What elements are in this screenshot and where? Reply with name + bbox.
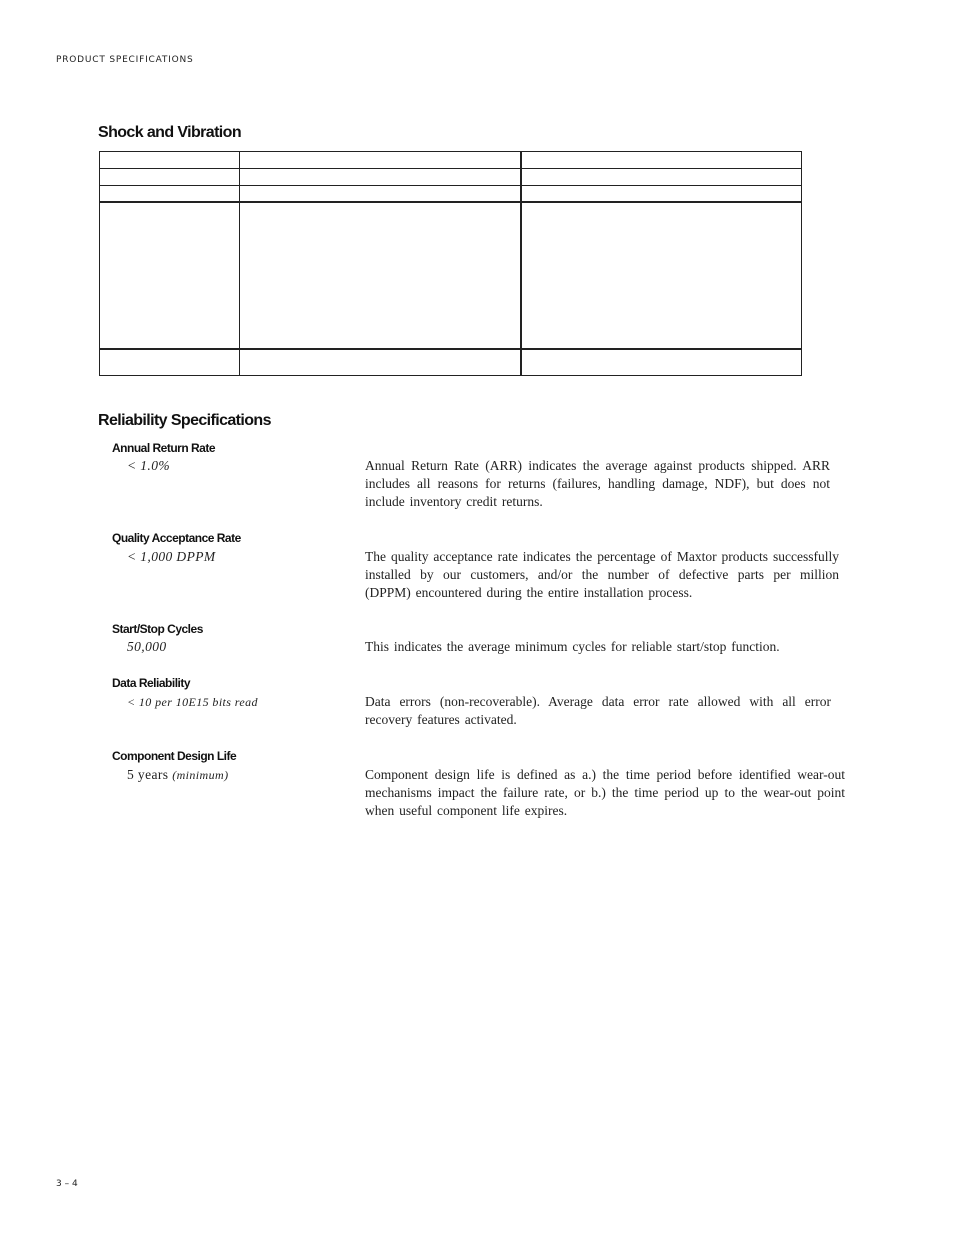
page-number: 3 – 4 (56, 1179, 78, 1189)
table-row (100, 152, 802, 169)
spec-description-start-stop-cycles: This indicates the average minimum cycles for reliable start/stop function. (365, 639, 780, 654)
table-cell (521, 186, 802, 202)
spec-value-quality-acceptance-rate: < 1,000 DPPM (127, 549, 216, 564)
spec-description-quality-acceptance-rate: The quality acceptance rate indicates the percentage of Maxtor products successfully installed by our customers, and/or the number of defective parts per million (DPPM) encountered during the entire installation process. (365, 549, 839, 600)
table-cell (100, 152, 240, 169)
spec-label-data-reliability: Data Reliability (112, 676, 191, 690)
shock-vibration-table (99, 151, 802, 376)
table-row (100, 202, 802, 349)
table-cell (240, 186, 521, 202)
table-row (100, 349, 802, 376)
spec-value-start-stop-cycles: 50,000 (127, 639, 167, 654)
table-cell (521, 202, 802, 349)
spec-value-data-reliability: < 10 per 10E15 bits read (127, 695, 258, 709)
table-cell (521, 152, 802, 169)
table-cell (100, 202, 240, 349)
table-cell (240, 349, 521, 376)
spec-label-annual-return-rate: Annual Return Rate (112, 441, 216, 455)
spec-value-annual-return-rate: < 1.0% (127, 458, 171, 473)
reliability-title: Reliability Specifications (98, 412, 271, 429)
spec-description-component-design-life: Component design life is defined as a.) the time period before identified wear-out mechanisms impact the failure rate, or b.) the time period up to the wear-out point when useful component life expires. (365, 767, 845, 818)
spec-description-data-reliability: Data errors (non-recoverable). Average data error rate allowed with all error recovery features activated. (365, 694, 831, 727)
table-cell (240, 152, 521, 169)
table-cell (100, 186, 240, 202)
spec-label-quality-acceptance-rate: Quality Acceptance Rate (112, 531, 241, 545)
table-row (100, 186, 802, 202)
spec-label-component-design-life: Component Design Life (112, 749, 237, 763)
table-cell (100, 169, 240, 186)
spec-value-component-design-life: 5 years (minimum) (127, 767, 229, 782)
table-cell (240, 202, 521, 349)
table-row (100, 169, 802, 186)
table-cell (521, 169, 802, 186)
spec-label-start-stop-cycles: Start/Stop Cycles (112, 622, 203, 636)
table-cell (240, 169, 521, 186)
running-head: PRODUCT SPECIFICATIONS (56, 55, 194, 65)
spec-description-annual-return-rate: Annual Return Rate (ARR) indicates the average against products shipped. ARR includes all reasons for returns (failures, handling damage, NDF), but does not include inventory credit returns. (365, 458, 830, 509)
table-cell (521, 349, 802, 376)
shock-vibration-title: Shock and Vibration (98, 124, 241, 141)
table-cell (100, 349, 240, 376)
